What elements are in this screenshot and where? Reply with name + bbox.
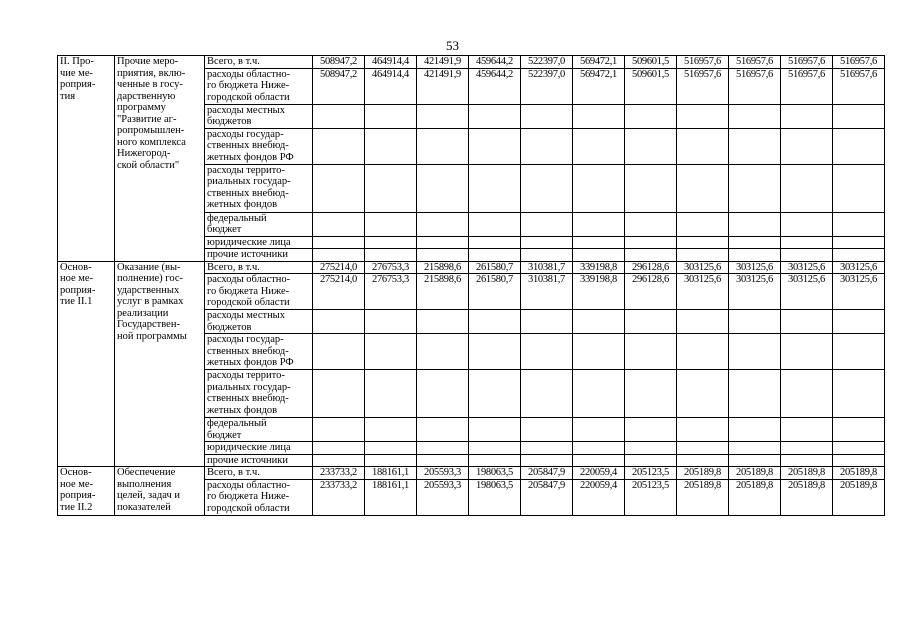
value-cell <box>677 454 729 467</box>
funding-source-line: прочие источники <box>207 249 288 260</box>
value-cell: 303125,6 <box>833 274 885 310</box>
budget-table <box>57 55 885 516</box>
funding-source-line: бюджетов <box>207 321 252 333</box>
value-cell <box>573 249 625 262</box>
value-cell <box>625 370 677 418</box>
value-cell <box>313 454 365 467</box>
activity-code <box>58 261 115 467</box>
funding-source-line: ственных внебюд- <box>207 393 289 404</box>
value-cell <box>677 418 729 442</box>
funding-source-line: расходы государ- <box>207 334 284 345</box>
value-cell <box>625 128 677 164</box>
funding-source-line: жетных фондов РФ <box>207 151 294 163</box>
activity-name <box>115 56 205 262</box>
value-cell <box>365 418 417 442</box>
value-cell <box>677 249 729 262</box>
value-cell <box>469 212 521 236</box>
value-cell: 205189,8 <box>781 479 833 515</box>
activity-code-line: ное ме- <box>60 273 94 284</box>
value-cell <box>417 104 469 128</box>
value-cell <box>833 310 885 334</box>
value-cell <box>469 310 521 334</box>
activity-code-line: тие II.1 <box>60 296 93 307</box>
funding-source-line: го бюджета Ниже- <box>207 285 290 297</box>
funding-source-line: федеральный <box>207 418 267 429</box>
value-cell <box>625 310 677 334</box>
value-cell: 509601,5 <box>625 56 677 69</box>
value-cell: 459644,2 <box>469 56 521 69</box>
value-cell: 261580,7 <box>469 274 521 310</box>
value-cell <box>729 236 781 249</box>
value-cell <box>677 104 729 128</box>
value-cell <box>729 212 781 236</box>
value-cell <box>677 370 729 418</box>
funding-source-line: расходы областно- <box>207 68 291 80</box>
value-cell <box>833 370 885 418</box>
value-cell <box>833 128 885 164</box>
value-cell: 220059,4 <box>573 479 625 515</box>
value-cell: 303125,6 <box>833 261 885 274</box>
value-cell: 516957,6 <box>781 56 833 69</box>
funding-source-line: юридические лица <box>207 236 291 248</box>
value-cell <box>417 310 469 334</box>
value-cell <box>417 164 469 212</box>
funding-source <box>205 454 313 467</box>
funding-source <box>205 236 313 249</box>
value-cell <box>313 442 365 455</box>
value-cell <box>521 334 573 370</box>
value-cell: 516957,6 <box>677 68 729 104</box>
funding-source-line: расходы областно- <box>207 274 291 285</box>
value-cell <box>833 454 885 467</box>
value-cell <box>781 454 833 467</box>
value-cell <box>469 370 521 418</box>
value-cell <box>417 236 469 249</box>
value-cell: 205189,8 <box>677 467 729 480</box>
activity-name-line: ударственных <box>117 284 180 296</box>
value-cell <box>729 442 781 455</box>
funding-source-line: ственных внебюд- <box>207 187 289 199</box>
value-cell <box>833 212 885 236</box>
value-cell: 464914,4 <box>365 68 417 104</box>
value-cell: 205189,8 <box>729 467 781 480</box>
value-cell: 188161,1 <box>365 479 417 515</box>
value-cell: 303125,6 <box>677 274 729 310</box>
funding-source <box>205 370 313 418</box>
activity-name-line: показателей <box>117 501 171 513</box>
funding-source-line: жетных фондов РФ <box>207 357 294 368</box>
value-cell: 205593,3 <box>417 479 469 515</box>
value-cell <box>573 370 625 418</box>
value-cell: 303125,6 <box>729 274 781 310</box>
value-cell <box>365 370 417 418</box>
value-cell <box>625 212 677 236</box>
value-cell <box>521 212 573 236</box>
activity-name-line: ской области" <box>117 159 180 171</box>
activity-name-line: Нижегород- <box>117 148 171 159</box>
value-cell: 188161,1 <box>365 467 417 480</box>
value-cell: 508947,2 <box>313 56 365 69</box>
funding-source <box>205 164 313 212</box>
value-cell <box>781 249 833 262</box>
activity-name-line: Прочие меро- <box>117 56 179 67</box>
funding-source <box>205 442 313 455</box>
value-cell <box>469 418 521 442</box>
funding-source <box>205 418 313 442</box>
value-cell <box>781 212 833 236</box>
value-cell: 296128,6 <box>625 274 677 310</box>
page-number: 53 <box>446 38 459 53</box>
value-cell <box>521 442 573 455</box>
activity-name-line: Оказание (вы- <box>117 261 181 273</box>
value-cell <box>625 418 677 442</box>
activity-code-line: II. Про- <box>60 56 94 67</box>
value-cell <box>781 164 833 212</box>
value-cell <box>469 164 521 212</box>
value-cell <box>729 370 781 418</box>
activity-name-line: ного комплекса <box>117 136 186 148</box>
activity-code-line: тия <box>60 90 76 102</box>
funding-source <box>205 479 313 515</box>
value-cell <box>677 442 729 455</box>
value-cell <box>469 128 521 164</box>
value-cell: 205847,9 <box>521 467 573 480</box>
value-cell <box>417 249 469 262</box>
value-cell <box>833 418 885 442</box>
value-cell <box>313 334 365 370</box>
activity-code-line: роприя- <box>60 79 96 90</box>
funding-source <box>205 56 313 69</box>
value-cell: 516957,6 <box>833 56 885 69</box>
value-cell <box>625 442 677 455</box>
value-cell <box>625 249 677 262</box>
activity-code <box>58 467 115 516</box>
value-cell <box>417 418 469 442</box>
funding-source <box>205 274 313 310</box>
value-cell <box>469 104 521 128</box>
funding-source-line: расходы государ- <box>207 128 284 140</box>
activity-name-line: программу <box>117 102 166 113</box>
value-cell: 516957,6 <box>729 68 781 104</box>
value-cell: 205189,8 <box>677 479 729 515</box>
funding-source-line: го бюджета Ниже- <box>207 491 290 502</box>
value-cell <box>365 454 417 467</box>
funding-source-line: риальных государ- <box>207 381 291 393</box>
value-cell: 276753,3 <box>365 261 417 274</box>
value-cell <box>833 334 885 370</box>
funding-source-line: Всего, в т.ч. <box>207 261 260 273</box>
funding-source-line: бюджет <box>207 224 242 235</box>
value-cell <box>573 212 625 236</box>
value-cell: 303125,6 <box>677 261 729 274</box>
value-cell: 205189,8 <box>833 479 885 515</box>
funding-source <box>205 68 313 104</box>
funding-source-line: жетных фондов <box>207 199 278 210</box>
activity-code-line: Основ- <box>60 467 92 478</box>
funding-source-line: юридические лица <box>207 442 291 453</box>
value-cell <box>313 418 365 442</box>
value-cell <box>781 104 833 128</box>
table-row <box>58 467 885 480</box>
funding-source-line: бюджетов <box>207 116 252 127</box>
value-cell <box>313 310 365 334</box>
value-cell <box>521 310 573 334</box>
value-cell <box>677 128 729 164</box>
value-cell: 205189,8 <box>833 467 885 480</box>
value-cell <box>521 236 573 249</box>
activity-code-line: Основ- <box>60 261 92 273</box>
value-cell <box>573 104 625 128</box>
value-cell <box>729 104 781 128</box>
value-cell <box>417 334 469 370</box>
activity-name-line: полнение) гос- <box>117 273 183 284</box>
value-cell <box>313 236 365 249</box>
value-cell <box>677 310 729 334</box>
value-cell: 310381,7 <box>521 261 573 274</box>
activity-code-line: ное ме- <box>60 478 94 490</box>
value-cell <box>417 212 469 236</box>
activity-name-line: Государствен- <box>117 319 180 330</box>
value-cell <box>729 164 781 212</box>
funding-source-line: федеральный <box>207 212 267 224</box>
value-cell: 464914,4 <box>365 56 417 69</box>
value-cell: 233733,2 <box>313 479 365 515</box>
funding-source-line: городской области <box>207 297 290 308</box>
value-cell <box>625 334 677 370</box>
funding-source-line: городской области <box>207 502 290 514</box>
table-row <box>58 261 885 274</box>
value-cell: 233733,2 <box>313 467 365 480</box>
funding-source-line: ственных внебюд- <box>207 345 289 357</box>
funding-source-line: расходы местных <box>207 310 285 321</box>
value-cell <box>781 442 833 455</box>
value-cell: 261580,7 <box>469 261 521 274</box>
value-cell <box>469 249 521 262</box>
funding-source-line: городской области <box>207 91 290 103</box>
value-cell <box>313 370 365 418</box>
value-cell <box>521 128 573 164</box>
value-cell: 275214,0 <box>313 261 365 274</box>
value-cell <box>573 128 625 164</box>
value-cell: 516957,6 <box>833 68 885 104</box>
value-cell <box>625 454 677 467</box>
value-cell: 509601,5 <box>625 68 677 104</box>
value-cell: 198063,5 <box>469 467 521 480</box>
value-cell: 310381,7 <box>521 274 573 310</box>
value-cell <box>417 128 469 164</box>
value-cell: 569472,1 <box>573 68 625 104</box>
value-cell: 339198,8 <box>573 274 625 310</box>
value-cell <box>417 370 469 418</box>
funding-source <box>205 310 313 334</box>
value-cell <box>365 442 417 455</box>
value-cell <box>521 418 573 442</box>
value-cell <box>469 442 521 455</box>
table-row <box>58 56 885 69</box>
funding-source-line: ственных внебюд- <box>207 140 289 151</box>
value-cell: 205189,8 <box>729 479 781 515</box>
funding-source-line: бюджет <box>207 429 242 441</box>
funding-source-line: риальных государ- <box>207 176 291 187</box>
value-cell <box>729 249 781 262</box>
activity-name-line: приятия, вклю- <box>117 67 186 79</box>
value-cell <box>625 236 677 249</box>
value-cell <box>625 104 677 128</box>
activity-name-line: реализации <box>117 307 169 319</box>
value-cell: 522397,0 <box>521 56 573 69</box>
value-cell <box>365 128 417 164</box>
value-cell: 198063,5 <box>469 479 521 515</box>
funding-source-line: Всего, в т.ч. <box>207 56 260 67</box>
value-cell <box>625 164 677 212</box>
value-cell: 421491,9 <box>417 68 469 104</box>
value-cell <box>573 310 625 334</box>
value-cell: 205123,5 <box>625 467 677 480</box>
value-cell: 516957,6 <box>677 56 729 69</box>
activity-name-line: целей, задач и <box>117 490 180 501</box>
value-cell <box>833 249 885 262</box>
value-cell <box>365 164 417 212</box>
value-cell <box>729 334 781 370</box>
value-cell <box>313 164 365 212</box>
value-cell <box>573 442 625 455</box>
value-cell <box>833 164 885 212</box>
value-cell <box>573 236 625 249</box>
value-cell <box>365 236 417 249</box>
value-cell <box>365 310 417 334</box>
activity-code-line: роприя- <box>60 284 96 296</box>
value-cell <box>573 164 625 212</box>
activity-name <box>115 467 205 516</box>
activity-name-line: услуг в рамках <box>117 296 184 307</box>
value-cell <box>573 334 625 370</box>
value-cell <box>729 454 781 467</box>
value-cell: 296128,6 <box>625 261 677 274</box>
value-cell <box>781 334 833 370</box>
value-cell <box>781 236 833 249</box>
activity-name-line: ченные в госу- <box>117 79 183 90</box>
activity-name-line: ропромышлен- <box>117 125 185 136</box>
value-cell: 275214,0 <box>313 274 365 310</box>
value-cell <box>573 418 625 442</box>
value-cell <box>781 128 833 164</box>
value-cell <box>729 418 781 442</box>
value-cell <box>677 212 729 236</box>
funding-source <box>205 334 313 370</box>
value-cell <box>417 442 469 455</box>
value-cell: 205123,5 <box>625 479 677 515</box>
value-cell: 220059,4 <box>573 467 625 480</box>
value-cell <box>417 454 469 467</box>
value-cell: 303125,6 <box>729 261 781 274</box>
value-cell <box>313 128 365 164</box>
activity-code-line: тие II.2 <box>60 501 93 513</box>
activity-name-line: Обеспечение <box>117 467 176 478</box>
value-cell <box>365 212 417 236</box>
value-cell: 205847,9 <box>521 479 573 515</box>
value-cell: 276753,3 <box>365 274 417 310</box>
funding-source <box>205 104 313 128</box>
value-cell: 522397,0 <box>521 68 573 104</box>
value-cell <box>313 249 365 262</box>
value-cell: 421491,9 <box>417 56 469 69</box>
value-cell <box>469 334 521 370</box>
funding-source <box>205 212 313 236</box>
activity-code <box>58 56 115 262</box>
activity-name-line: "Развитие аг- <box>117 113 177 125</box>
funding-source-line: жетных фондов <box>207 404 278 416</box>
value-cell <box>469 454 521 467</box>
value-cell <box>833 442 885 455</box>
value-cell <box>677 334 729 370</box>
value-cell <box>313 212 365 236</box>
funding-source-line: расходы террито- <box>207 164 285 176</box>
value-cell: 215898,6 <box>417 274 469 310</box>
value-cell: 569472,1 <box>573 56 625 69</box>
value-cell: 339198,8 <box>573 261 625 274</box>
value-cell <box>521 370 573 418</box>
value-cell: 303125,6 <box>781 261 833 274</box>
value-cell <box>677 236 729 249</box>
value-cell <box>521 454 573 467</box>
activity-code-line: роприя- <box>60 490 96 501</box>
funding-source-line: Всего, в т.ч. <box>207 467 260 478</box>
funding-source-line: расходы террито- <box>207 370 285 381</box>
value-cell: 508947,2 <box>313 68 365 104</box>
value-cell <box>365 334 417 370</box>
funding-source <box>205 467 313 480</box>
funding-source-line: прочие источники <box>207 454 288 466</box>
value-cell <box>677 164 729 212</box>
value-cell <box>833 236 885 249</box>
value-cell <box>521 164 573 212</box>
value-cell <box>313 104 365 128</box>
value-cell: 516957,6 <box>729 56 781 69</box>
value-cell: 205593,3 <box>417 467 469 480</box>
activity-name <box>115 261 205 467</box>
value-cell <box>365 104 417 128</box>
value-cell <box>781 418 833 442</box>
value-cell <box>521 104 573 128</box>
value-cell <box>781 310 833 334</box>
value-cell <box>365 249 417 262</box>
value-cell <box>573 454 625 467</box>
value-cell: 303125,6 <box>781 274 833 310</box>
funding-source-line: расходы областно- <box>207 479 291 491</box>
funding-source-line: го бюджета Ниже- <box>207 80 290 91</box>
value-cell <box>833 104 885 128</box>
value-cell: 516957,6 <box>781 68 833 104</box>
value-cell <box>781 370 833 418</box>
value-cell <box>729 128 781 164</box>
activity-name-line: выполнения <box>117 478 172 490</box>
value-cell: 215898,6 <box>417 261 469 274</box>
funding-source <box>205 261 313 274</box>
activity-code-line: чие ме- <box>60 67 93 79</box>
activity-name-line: ной программы <box>117 330 187 342</box>
value-cell <box>469 236 521 249</box>
value-cell: 205189,8 <box>781 467 833 480</box>
activity-name-line: дарственную <box>117 90 176 102</box>
value-cell: 459644,2 <box>469 68 521 104</box>
value-cell <box>729 310 781 334</box>
funding-source-line: расходы местных <box>207 104 285 116</box>
funding-source <box>205 249 313 262</box>
value-cell <box>521 249 573 262</box>
funding-source <box>205 128 313 164</box>
